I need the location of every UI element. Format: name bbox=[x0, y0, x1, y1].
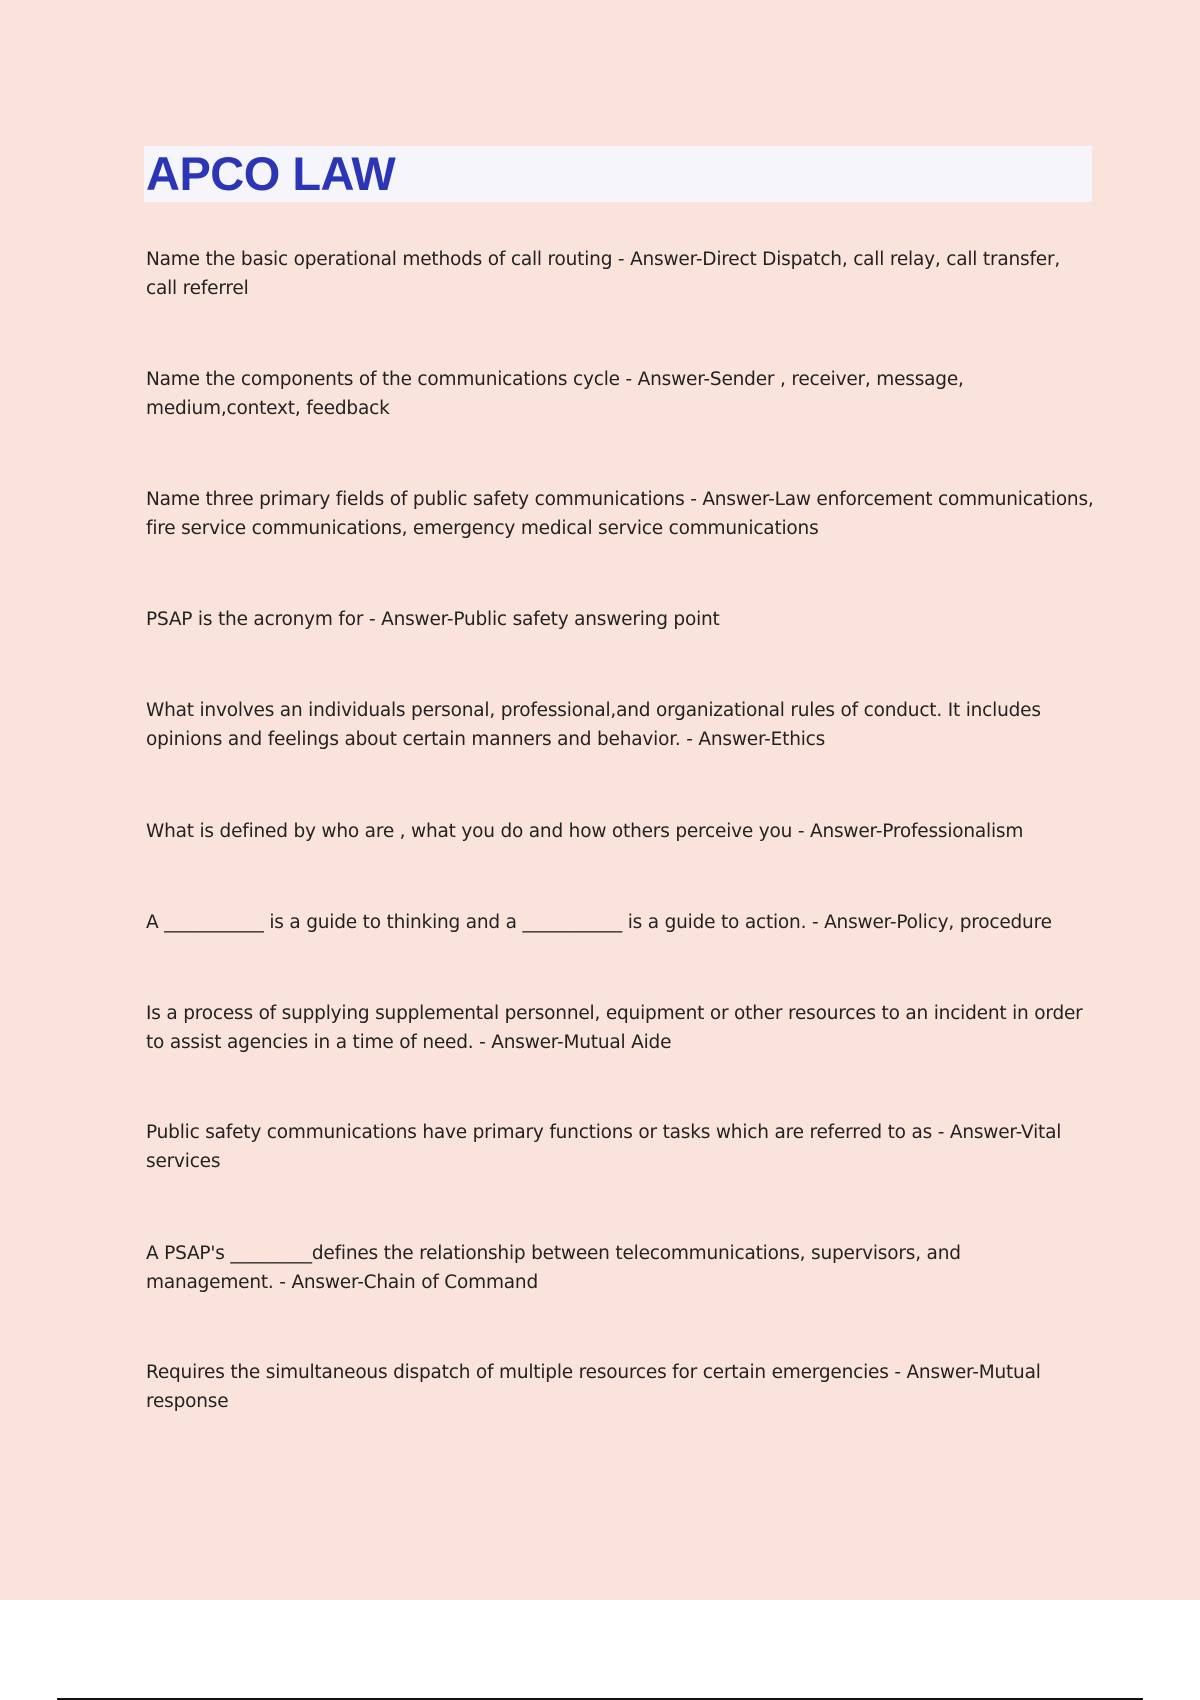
qa-item-10: A PSAP's _________defines the relationship between telecommunications, supervisors, and management. - Answer-Chain of Command bbox=[146, 1243, 961, 1293]
qa-item-7: A ___________ is a guide to thinking and a ___________ is a guide to action. - Answer-Policy, procedure bbox=[146, 912, 1052, 933]
qa-item-5: What involves an individuals personal, professional,and organizational rules of conduct. It includes opinions and feelings about certain manners and behavior. - Answer-Ethics bbox=[146, 700, 1041, 750]
document-title: APCO LAW bbox=[146, 147, 396, 200]
qa-item-6: What is defined by who are , what you do and how others perceive you - Answer-Professionalism bbox=[146, 821, 1024, 842]
qa-item-3: Name three primary fields of public safety communications - Answer-Law enforcement communications, fire service communications, emergency medical service communications bbox=[146, 489, 1094, 539]
qa-item-1: Name the basic operational methods of call routing - Answer-Direct Dispatch, call relay, call transfer, call referrel bbox=[146, 249, 1061, 299]
qa-item-2: Name the components of the communications cycle - Answer-Sender , receiver, message, medium,context, feedback bbox=[146, 369, 964, 419]
qa-item-8: Is a process of supplying supplemental personnel, equipment or other resources to an incident in order to assist agencies in a time of need. - Answer-Mutual Aide bbox=[146, 1003, 1083, 1053]
qa-item-4: PSAP is the acronym for - Answer-Public safety answering point bbox=[146, 609, 720, 630]
qa-item-11: Requires the simultaneous dispatch of multiple resources for certain emergencies - Answer-Mutual response bbox=[146, 1362, 1041, 1412]
qa-item-9: Public safety communications have primary functions or tasks which are referred to as - Answer-Vital services bbox=[146, 1122, 1062, 1172]
